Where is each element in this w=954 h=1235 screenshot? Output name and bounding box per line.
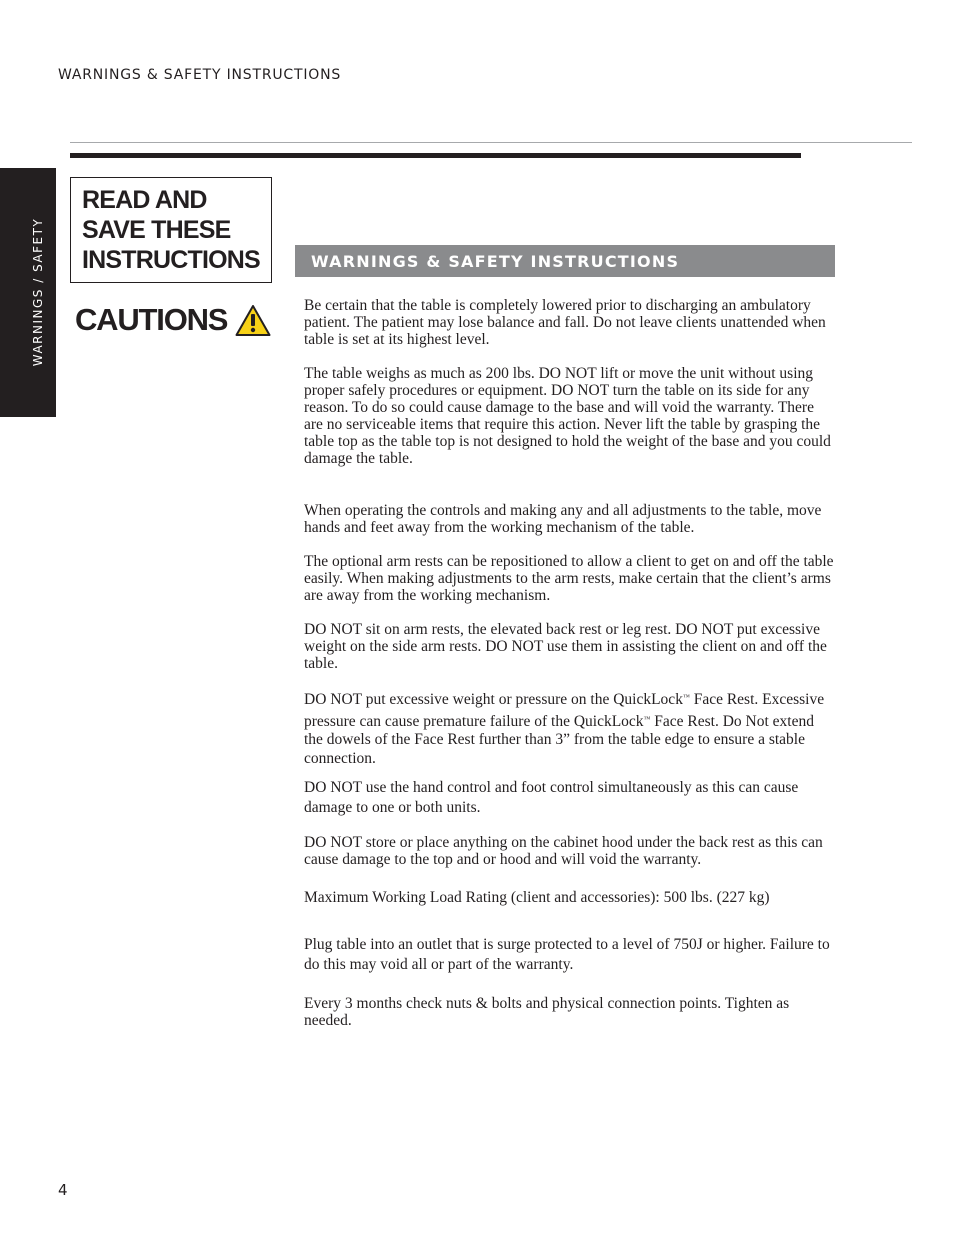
paragraph-arm-rests: The optional arm rests can be repositioned to allow a client to get on and off the table easily. When making adjustments to the arm rests, make certain that the client’s arms are away from the working mechanism.	[304, 553, 834, 604]
face-rest-part3: Face Rest. Do Not extend the dowels of the Face Rest further than 3” from the table edge to ensure a stable connection.	[304, 712, 814, 767]
paragraph-hand-foot-control: DO NOT use the hand control and foot control simultaneously as this can cause damage to one or both units.	[304, 779, 799, 816]
cautions-title: CAUTIONS	[75, 302, 228, 337]
paragraph-maintenance: Every 3 months check nuts & bolts and physical connection points. Tighten as needed.	[304, 995, 790, 1029]
running-header: WARNINGS & SAFETY INSTRUCTIONS	[58, 67, 342, 83]
face-rest-part2: Face Rest. Excessive pressure can cause premature failure of the QuickLock	[304, 691, 825, 730]
trademark-mark: ™	[643, 714, 651, 723]
read-save-box	[70, 177, 272, 283]
header-rule-thick	[70, 153, 801, 158]
section-title: WARNINGS & SAFETY INSTRUCTIONS	[311, 251, 680, 271]
paragraph-load-rating: Maximum Working Load Rating (client and accessories): 500 lbs. (227 kg)	[304, 889, 770, 906]
read-save-text: READ AND SAVE THESE INSTRUCTIONS	[82, 186, 260, 274]
paragraph-do-not-sit-text: DO NOT sit on arm rests, the elevated back rest or leg rest. DO NOT put excessive weight on the side arm rests. DO NOT use them in assisting the client on and off the table.	[304, 621, 827, 672]
paragraph-lowered: Be certain that the table is completely lowered prior to discharging an ambulatory patient. The patient may lose balance and fall. Do not leave clients unattended when table is set at its highest level.	[304, 297, 826, 348]
paragraph-face-rest	[304, 688, 836, 768]
trademark-mark: ™	[682, 693, 690, 701]
section-title-bar	[295, 245, 835, 277]
paragraph-cabinet-hood: DO NOT store or place anything on the cabinet hood under the back rest as this can cause damage to the top and or hood and will void the warranty.	[304, 834, 823, 868]
paragraph-surge: Plug table into an outlet that is surge protected to a level of 750J or higher. Failure to do this may void all or part of the warranty.	[304, 936, 830, 973]
side-tab-label: WARNINGS / SAFETY	[31, 217, 45, 367]
page-number: 4	[58, 1181, 68, 1199]
paragraph-controls: When operating the controls and making any and all adjustments to the table, move hands and feet away from the working mechanism of the table.	[304, 502, 822, 536]
paragraph-weight: The table weighs as much as 200 lbs. DO NOT lift or move the unit without using proper safely procedures or equipment. DO NOT turn the table on its side for any reason. To do so could cause damage to the base and will void the warranty. There are no serviceable items that require this action. Never lift the table by grasping the table top as the table top is not designed to hold the weight of the base and you could damage the table.	[304, 365, 831, 467]
cautions-heading	[75, 300, 271, 340]
header-rule-thin	[70, 142, 912, 143]
side-tab	[0, 168, 56, 417]
face-rest-part1: DO NOT put excessive weight or pressure on the QuickLock	[304, 691, 683, 708]
warning-triangle-icon	[235, 304, 271, 337]
